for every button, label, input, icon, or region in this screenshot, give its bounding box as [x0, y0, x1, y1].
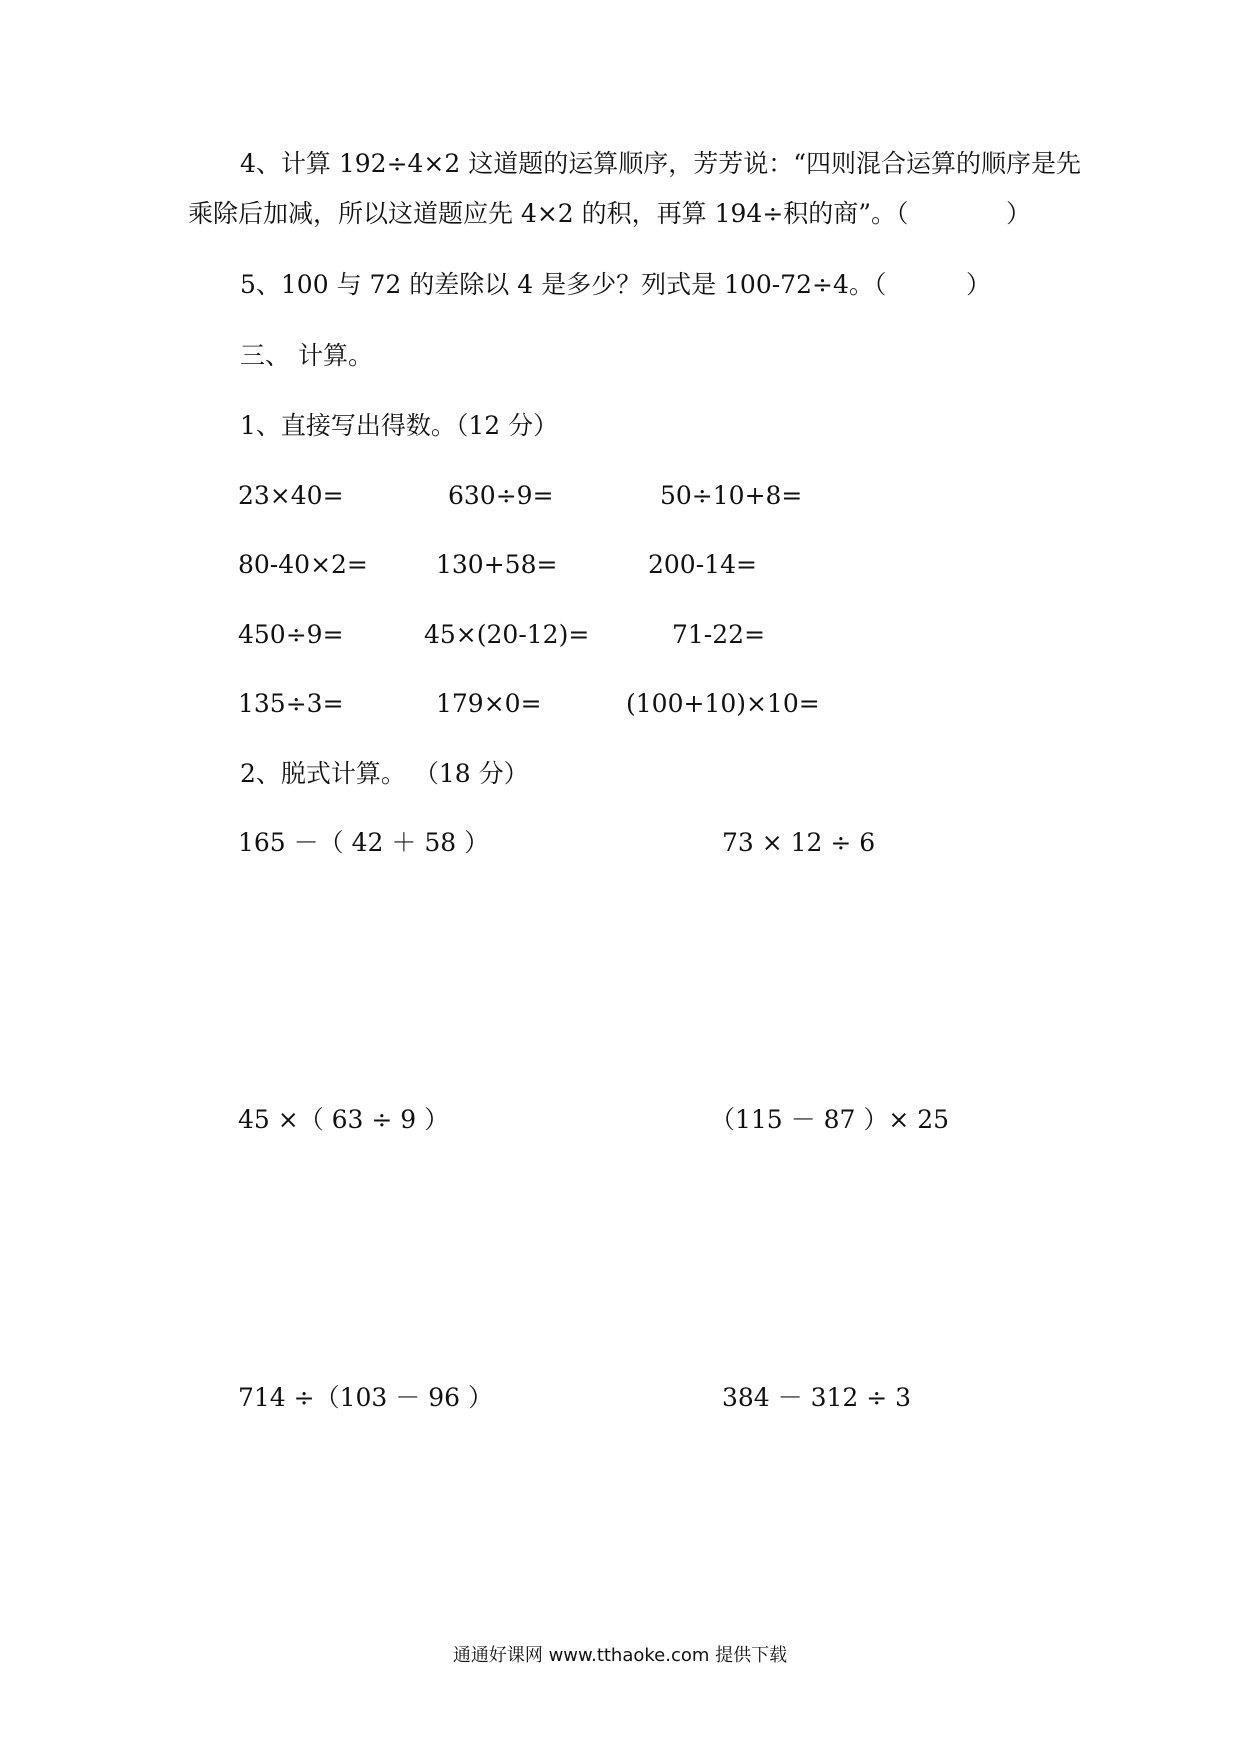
step-calc-problem: 73 × 12 ÷ 6	[722, 828, 876, 857]
mental-math-item: (100+10)×10=	[626, 689, 820, 718]
mental-math-item: 630÷9=	[448, 481, 554, 510]
mental-math-item: 50÷10+8=	[660, 481, 803, 510]
section3-title: 三、 计算。	[240, 341, 373, 370]
step-calc-problem: 165 －（ 42 ＋ 58 ）	[238, 828, 490, 857]
mental-math-item: 179×0=	[436, 689, 542, 718]
mental-math-item: 135÷3=	[238, 689, 344, 718]
part2-title: 2、脱式计算。 （18 分）	[240, 759, 529, 788]
mental-math-item: 71-22=	[672, 620, 766, 649]
page-footer: 通通好课网 www.tthaoke.com 提供下载	[452, 1645, 788, 1666]
q4-answer-paren: ）	[1006, 199, 1032, 228]
step-calc-problem: 714 ÷（103 － 96 ）	[238, 1383, 493, 1412]
q4-line2: 乘除后加减，所以这道题应先 4×2 的积，再算 194÷积的商”。（	[188, 199, 909, 228]
q4-line1: 4、计算 192÷4×2 这道题的运算顺序，芳芳说：“四则混合运算的顺序是先	[240, 149, 1082, 178]
part1-title: 1、直接写出得数。（12 分）	[240, 411, 559, 440]
step-calc-problem: 45 ×（ 63 ÷ 9 ）	[238, 1105, 450, 1134]
mental-math-item: 200-14=	[648, 550, 757, 579]
q5-text: 5、100 与 72 的差除以 4 是多少？列式是 100-72÷4。（	[240, 270, 887, 299]
mental-math-item: 450÷9=	[238, 620, 344, 649]
q5-answer-paren: ）	[966, 270, 992, 299]
mental-math-item: 23×40=	[238, 481, 344, 510]
mental-math-item: 80-40×2=	[238, 550, 368, 579]
mental-math-item: 45×(20-12)=	[424, 620, 590, 649]
step-calc-problem: 384 － 312 ÷ 3	[722, 1383, 912, 1412]
mental-math-item: 130+58=	[436, 550, 558, 579]
step-calc-problem: （115 － 87 ）× 25	[710, 1105, 950, 1134]
